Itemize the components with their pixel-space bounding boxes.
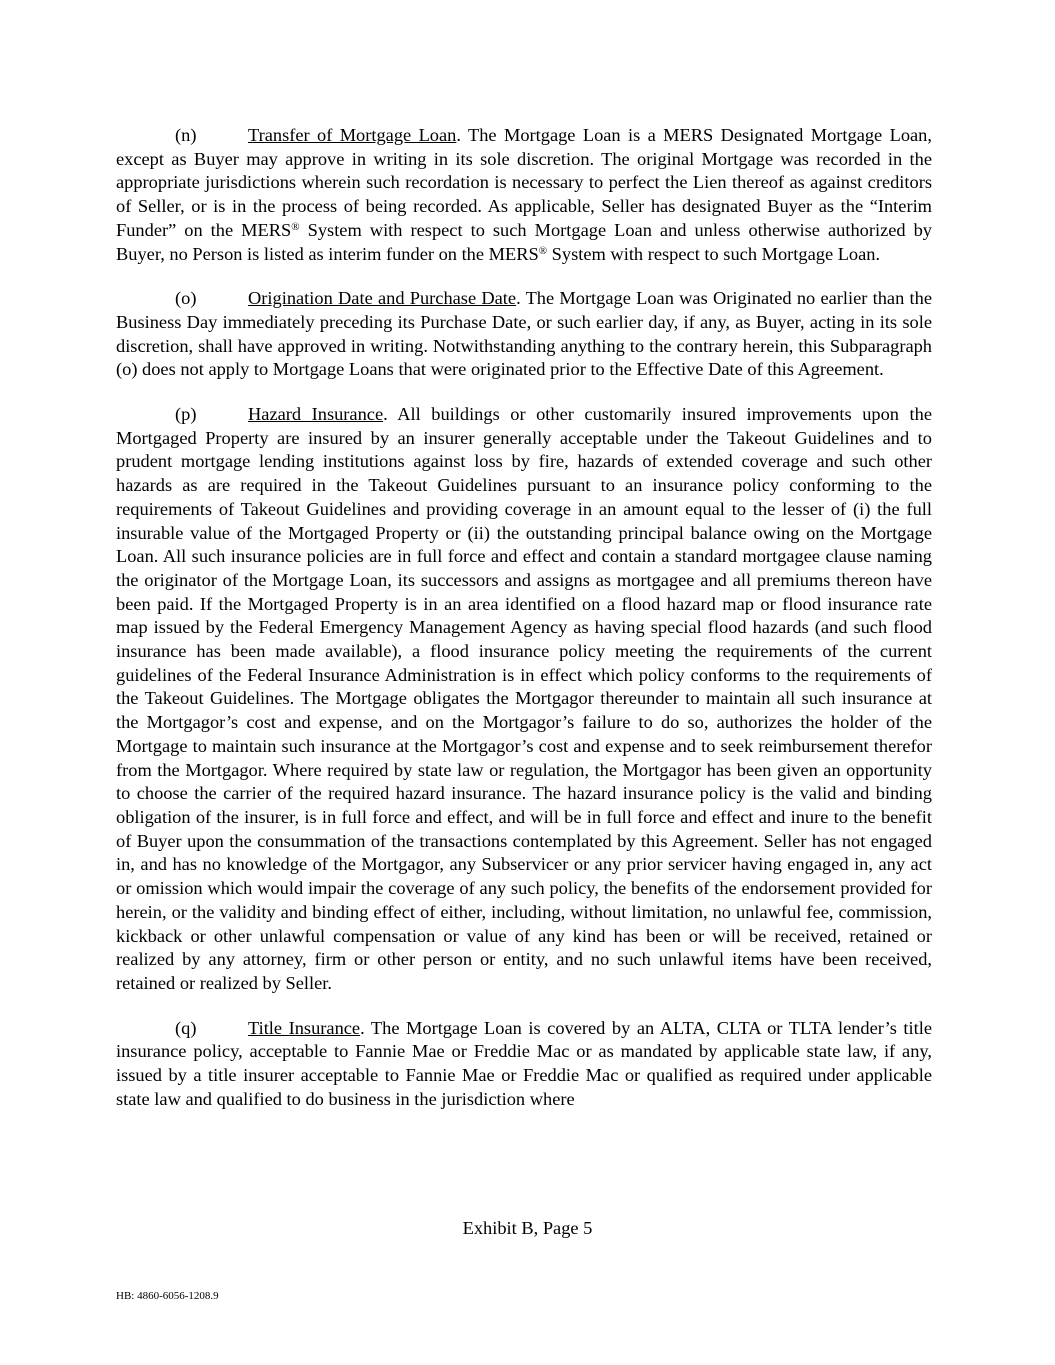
registered-mark: ® (538, 244, 548, 257)
paragraph-heading: Origination Date and Purchase Date (248, 288, 517, 309)
paragraph-text: . The Mortgage Loan was Originated no earlier than the Business Day immediately preceding its Purchase Date, or such earlier day, if any, as Buyer, acting in its sole discretion, shall have approved in writing. Notwithstanding anything to the contrary herein, this Subparagraph (o) does not apply to Mortgage Loans that were originated prior to the Effective Date of this Agreement. (116, 288, 932, 380)
paragraph-label: (p) (175, 404, 197, 425)
paragraph-heading: Title Insurance (248, 1017, 361, 1038)
registered-mark: ® (291, 220, 300, 233)
paragraph-p (116, 403, 932, 996)
paragraph-text: . All buildings or other customarily insured improvements upon the Mortgaged Property are insured by an insurer generally acceptable under the Takeout Guidelines and to prudent mortgage lending institutions against loss by fire, hazards of extended coverage and such other hazards as are required in the Takeout Guidelines pursuant to an insurance policy conforming to the requirements of Takeout Guidelines and providing coverage in an amount equal to the lesser of (i) the full insurable value of the Mortgaged Property or (ii) the outstanding principal balance owing on the Mortgage Loan. All such insurance policies are in full force and effect and contain a standard mortgagee clause naming the originator of the Mortgage Loan, its successors and assigns as mortgagee and all premiums thereon have been paid. If the Mortgaged Property is in an area identified on a flood hazard map or flood insurance rate map issued by the Federal Emergency Management Agency as having special flood hazards (and such flood insurance has been made available), a flood insurance policy meeting the requirements of the current guidelines of the Federal Insurance Administration is in effect which policy conforms to the requirements of the Takeout Guidelines. The Mortgage obligates the Mortgagor thereunder to maintain all such insurance at the Mortgagor’s cost and expense, and on the Mortgagor’s failure to do so, authorizes the holder of the Mortgage to maintain such insurance at the Mortgagor’s cost and expense and to seek reimbursement therefor from the Mortgagor. Where required by state law or regulation, the Mortgagor has been given an opportunity to choose the carrier of the required hazard insurance. The hazard insurance policy is the valid and binding obligation of the insurer, is in full force and effect, and will be in full force and effect and inure to the benefit of Buyer upon the consummation of the transactions contemplated by this Agreement. Seller has not engaged in, and has no knowledge of the Mortgagor, any Subservicer or any prior servicer having engaged in, any act or omission which would impair the coverage of any such policy, the benefits of the endorsement provided for herein, or the validity and binding effect of either, including, without limitation, no unlawful fee, commission, kickback or other unlawful compensation or value of any kind has been or will be received, retained or realized by any attorney, firm or other person or entity, and no such unlawful items have been received, retained or realized by Seller. (116, 404, 932, 993)
paragraph-text: . The Mortgage Loan is a MERS Designated Mortgage Loan, except as Buyer may approve in writing in its sole discretion. The original Mortgage was recorded in the appropriate jurisdictions wherein such recordation is necessary to perfect the Lien thereof as against creditors of Seller, or is in the process of being recorded. As applicable, Seller has designated Buyer as the “Interim Funder” on the MERS (116, 125, 932, 240)
paragraph-n (116, 124, 932, 266)
paragraph-heading: Transfer of Mortgage Loan (248, 125, 457, 145)
document-body (116, 124, 932, 1132)
paragraph-text: System with respect to such Mortgage Loan. (547, 243, 881, 264)
paragraph-q (116, 1017, 932, 1112)
paragraph-heading: Hazard Insurance (248, 404, 384, 425)
paragraph-label: (q) (175, 1017, 197, 1038)
document-id: HB: 4860-6056-1208.9 (116, 1290, 219, 1302)
paragraph-text: System with respect to such Mortgage Loan and unless otherwise authorized by Buyer, no Person is listed as interim funder on the MERS (116, 219, 932, 264)
page-footer-label: Exhibit B, Page 5 (462, 1218, 593, 1238)
paragraph-text: . The Mortgage Loan is covered by an ALTA, CLTA or TLTA lender’s title insurance policy, acceptable to Fannie Mae or Freddie Mac or as mandated by applicable state law, if any, issued by a title insurer acceptable to Fannie Mae or Freddie Mac or qualified as required under applicable state law and qualified to do business in the jurisdiction where (116, 1017, 932, 1109)
paragraph-label: (o) (175, 288, 197, 309)
paragraph-o (116, 287, 932, 382)
paragraph-label: (n) (175, 125, 197, 145)
